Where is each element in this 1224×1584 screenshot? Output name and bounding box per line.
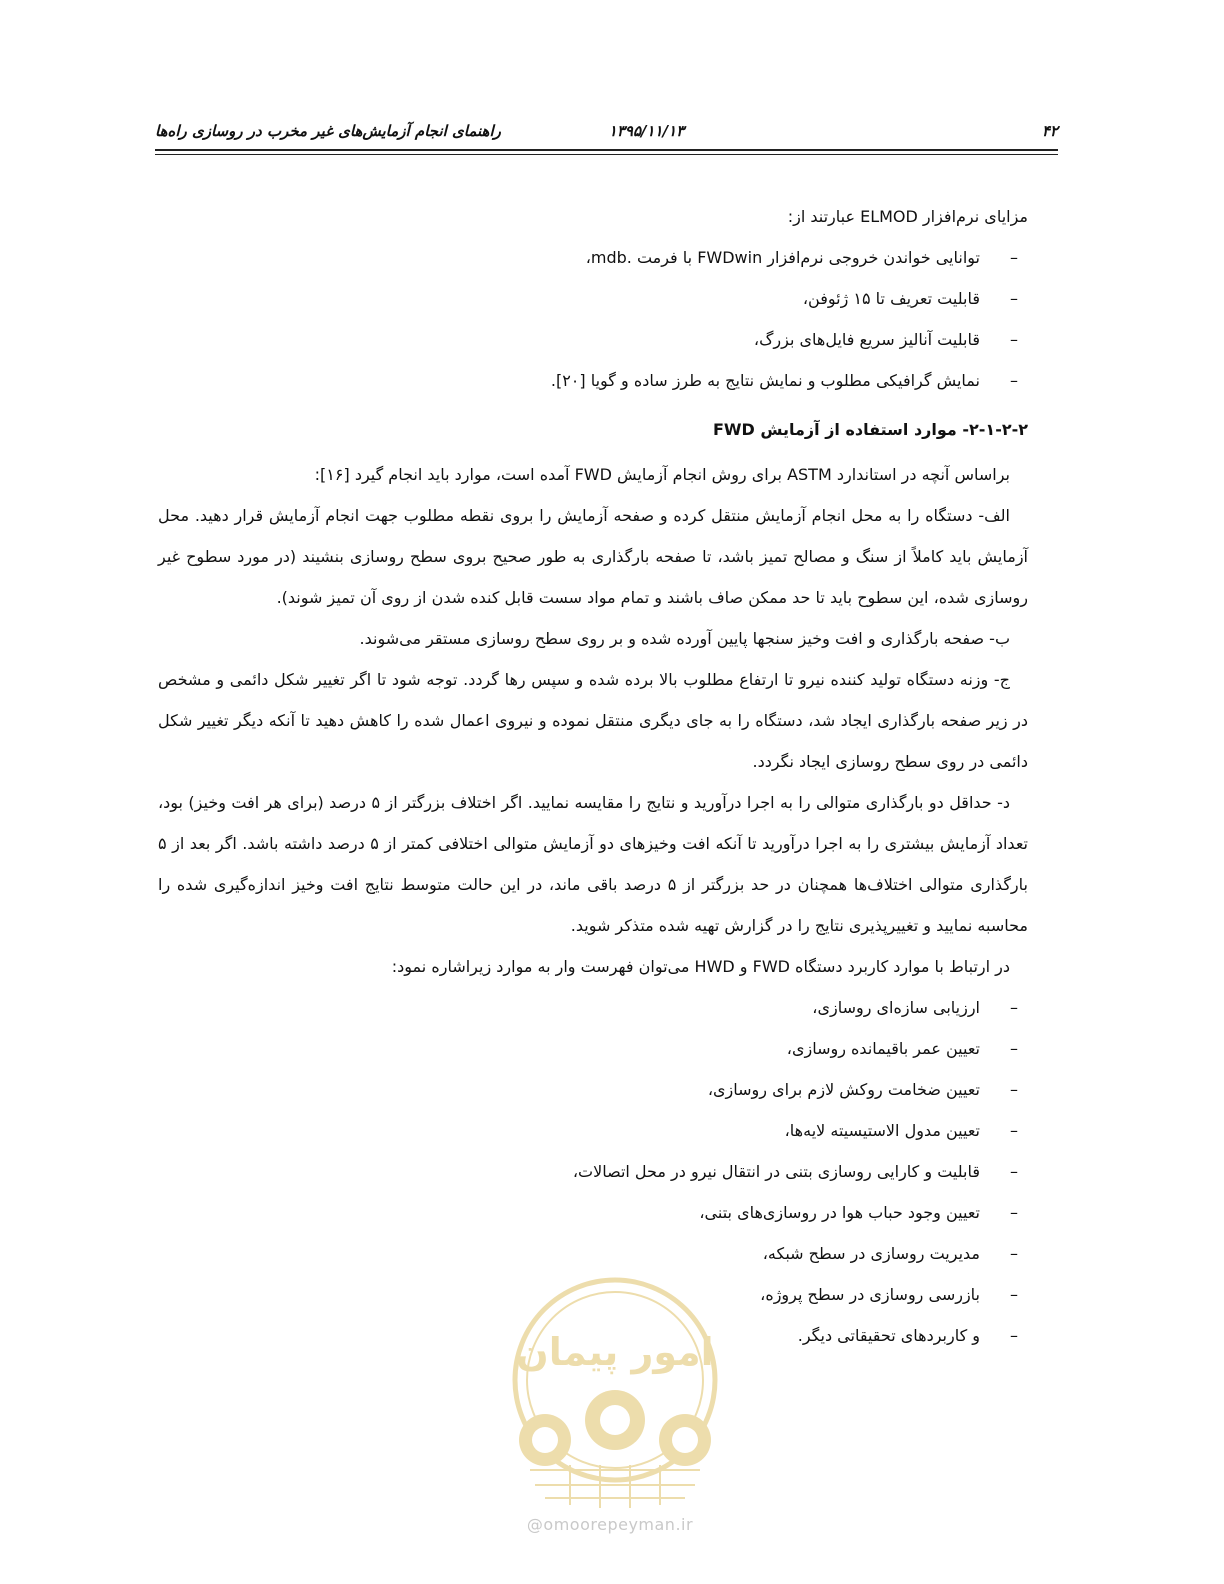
list-item: – تعیین وجود حباب هوا در روسازی‌های بتنی، [158,1192,1028,1233]
page-header [155,120,1058,144]
header-rule-thick [155,149,1058,151]
header-title: راهنمای انجام آزمایش‌های غیر مخرب در روسازی راه‌ها [155,122,501,140]
section-heading: ۲-۱-۲-۲- موارد استفاده از آزمایش FWD [712,420,1028,439]
dash-bullet: – [1010,1121,1018,1140]
intro-text: مزایای نرم‌افزار ELMOD عبارتند از: [787,207,1028,226]
list-item: – تعیین مدول الاستیسیته لایه‌ها، [158,1110,1028,1151]
paragraph: ج- وزنه دستگاه تولید کننده نیرو تا ارتفاع مطلوب بالا برده شده و سپس رها گردد. توجه شود تا اگر تغییر شکل دائمی و مشخص در زیر صفحه بارگذاری ایجاد شد، دستگاه را به جای دیگری منتقل نموده و نیروی اعمال شده را کاهش دهید تا آنکه دیگر تغییر شکل دائمی در روی سطح روسازی ایجاد نگردد. [158,670,1028,771]
list-item: – مدیریت روسازی در سطح شبکه، [158,1233,1028,1274]
list-item: – ارزیابی سازه‌ای روسازی، [158,987,1028,1028]
dash-bullet: – [1010,330,1018,349]
paragraph: د- حداقل دو بارگذاری متوالی را به اجرا درآورید و نتایج را مقایسه نمایید. اگر اختلاف بزرگتر از ۵ درصد (برای هر افت وخیز) بود، تعداد آزمایش بیشتری را به اجرا درآورید تا آنکه افت وخیزهای دو آزمایش متوالی اختلافی کمتر از ۵ درصد داشته باشد. اگر بعد از ۵ بارگذاری متوالی اختلاف‌ها همچنان در حد بزرگتر از ۵ درصد باقی ماند، در این حالت متوسط نتایج افت وخیز اندازه‌گیری شده را محاسبه نمایید و تغییرپذیری نتایج را در گزارش تهیه شده متذکر شوید. [158,793,1028,935]
header-rule-thin [155,154,1058,155]
dash-bullet: – [1010,1080,1018,1099]
document-body [158,196,1028,1356]
list-item: – نمایش گرافیکی مطلوب و نمایش نتایج به طرز ساده و گویا [۲۰]. [158,360,1028,401]
watermark-url: @omoorepeyman.ir [526,1515,694,1534]
paragraph: ب- صفحه بارگذاری و افت وخیز سنجها پایین آورده شده و بر روی سطح روسازی مستقر می‌شوند. [359,629,1010,648]
watermark-logo [490,1270,740,1515]
dash-bullet: – [1010,1203,1018,1222]
paragraph: الف- دستگاه را به محل انجام آزمایش منتقل کرده و صفحه آزمایش را بروی نقطه مطلوب جهت انجام آزمایش قرار دهید. محل آزمایش باید کاملاً از سنگ و مصالح تمیز باشد، تا صفحه بارگذاری به طور صحیح بروی سطح روسازی بنشیند (در مورد سطوح غیر روسازی شده، این سطوح باید تا حد ممکن صاف باشند و تمام مواد سست قابل کنده شدن از روی آن تمیز شوند). [158,506,1028,607]
header-date: ۱۳۹۵/۱۱/۱۳ [608,122,685,140]
dash-bullet: – [1010,1039,1018,1058]
watermark-logo-text: امور پیمان [516,1330,714,1374]
list-item: – قابلیت و کارایی روسازی بتنی در انتقال نیرو در محل اتصالات، [158,1151,1028,1192]
list-item: – تعیین عمر باقیمانده روسازی، [158,1028,1028,1069]
dash-bullet: – [1010,1285,1018,1304]
advantages-list [158,237,1028,401]
dash-bullet: – [1010,248,1018,267]
paragraph: در ارتباط با موارد کاربرد دستگاه FWD و HWD می‌توان فهرست وار به موارد زیراشاره نمود: [391,957,1010,976]
list-item: – بازرسی روسازی در سطح پروژه، [158,1274,1028,1315]
list-item: – قابلیت تعریف تا ۱۵ ژئوفن، [158,278,1028,319]
dash-bullet: – [1010,371,1018,390]
paragraph: براساس آنچه در استاندارد ASTM برای روش انجام آزمایش FWD آمده است، موارد باید انجام گیرد [۱۶]: [314,465,1010,484]
dash-bullet: – [1010,1244,1018,1263]
list-item: – تعیین ضخامت روکش لازم برای روسازی، [158,1069,1028,1110]
dash-bullet: – [1010,1162,1018,1181]
list-item: – قابلیت آنالیز سریع فایل‌های بزرگ، [158,319,1028,360]
dash-bullet: – [1010,998,1018,1017]
list-item: – و کاربردهای تحقیقاتی دیگر. [158,1315,1028,1356]
dash-bullet: – [1010,289,1018,308]
list-item: – توانایی خواندن خروجی نرم‌افزار FWDwin با فرمت .mdb، [158,237,1028,278]
dash-bullet: – [1010,1326,1018,1345]
page-number: ۴۲ [1041,122,1058,140]
